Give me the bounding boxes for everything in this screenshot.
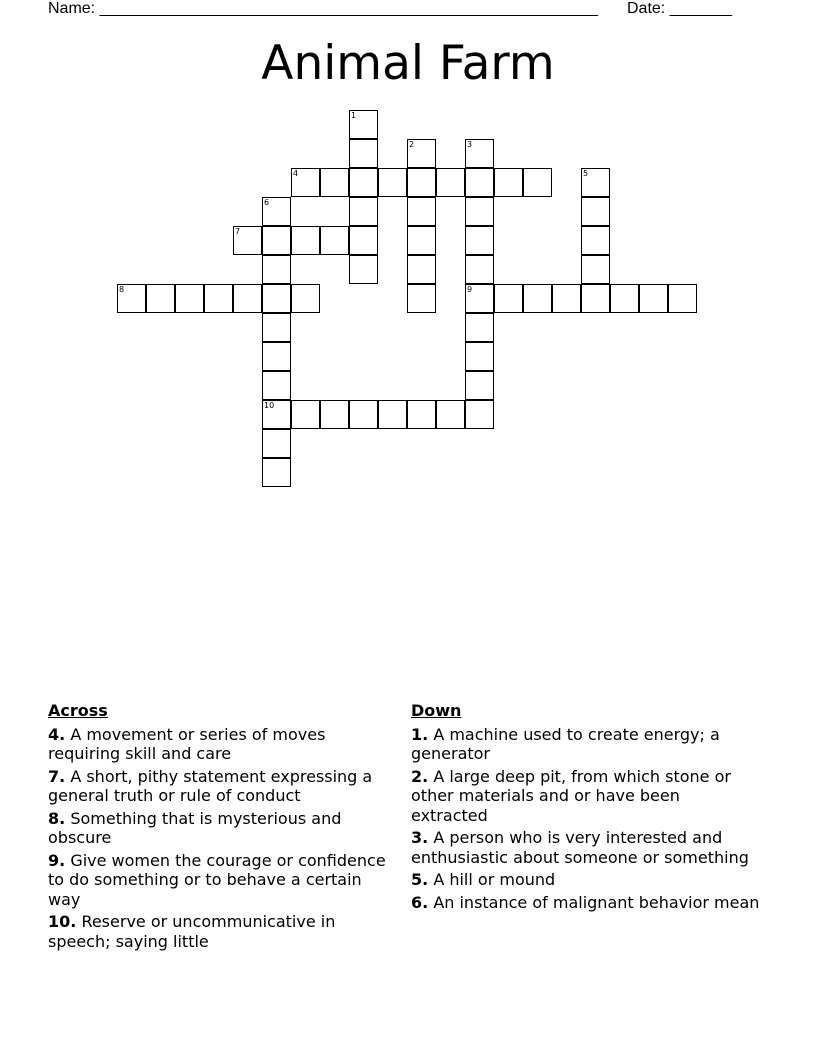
clue-number: 2. — [411, 766, 429, 786]
crossword-cell[interactable] — [378, 400, 407, 429]
crossword-cell[interactable] — [291, 226, 320, 255]
clue-number: 8. — [48, 808, 66, 828]
clue-text: Something that is mysterious and obscure — [48, 808, 342, 847]
clue-number: 5. — [411, 870, 429, 889]
puzzle-title: Animal Farm — [261, 36, 555, 91]
across-heading: Across — [48, 701, 108, 720]
crossword-cell[interactable] — [465, 168, 494, 197]
clue-number-label: 5 — [583, 169, 589, 178]
clue-number-label: 7 — [235, 227, 241, 236]
clue-text: A movement or series of moves requiring skill and care — [48, 724, 326, 763]
crossword-cell[interactable] — [378, 168, 407, 197]
crossword-cell[interactable] — [465, 197, 494, 226]
crossword-cell[interactable] — [262, 313, 291, 342]
across-clue — [48, 851, 393, 910]
crossword-cell[interactable] — [146, 284, 175, 313]
crossword-cell[interactable] — [407, 255, 436, 284]
clue-text: Reserve or uncommunicative in speech; saying little — [48, 912, 336, 951]
crossword-grid — [0, 0, 816, 470]
across-clue — [48, 912, 393, 951]
clue-number: 4. — [48, 724, 66, 744]
across-clue — [48, 725, 393, 764]
clue-text: A short, pithy statement expressing a general truth or rule of conduct — [48, 766, 373, 805]
crossword-cell[interactable] — [639, 284, 668, 313]
clue-number-label: 4 — [293, 169, 299, 178]
crossword-cell[interactable] — [262, 458, 291, 487]
crossword-cell[interactable] — [407, 400, 436, 429]
crossword-cell[interactable] — [465, 313, 494, 342]
crossword-cell[interactable] — [291, 284, 320, 313]
crossword-cell[interactable] — [175, 284, 204, 313]
crossword-cell[interactable] — [233, 226, 262, 255]
crossword-cell[interactable] — [262, 429, 291, 458]
crossword-cell[interactable] — [581, 284, 610, 313]
crossword-cell[interactable] — [581, 197, 610, 226]
clue-number: 7. — [48, 766, 66, 786]
clue-number: 9. — [48, 850, 66, 870]
crossword-cell[interactable] — [262, 371, 291, 400]
crossword-cell[interactable] — [552, 284, 581, 313]
crossword-cell[interactable] — [581, 255, 610, 284]
crossword-cell[interactable] — [581, 168, 610, 197]
across-clue — [48, 809, 393, 848]
crossword-cell[interactable] — [407, 168, 436, 197]
crossword-cell[interactable] — [320, 168, 349, 197]
clue-number-label: 6 — [264, 198, 270, 207]
crossword-cell[interactable] — [262, 400, 291, 429]
crossword-cell[interactable] — [262, 197, 291, 226]
crossword-cell[interactable] — [407, 284, 436, 313]
down-clue — [411, 725, 761, 764]
crossword-cell[interactable] — [581, 226, 610, 255]
crossword-cell[interactable] — [291, 400, 320, 429]
crossword-cell[interactable] — [407, 139, 436, 168]
date-field-label: Date: _______ — [627, 0, 732, 17]
crossword-cell[interactable] — [465, 284, 494, 313]
crossword-cell[interactable] — [465, 139, 494, 168]
crossword-cell[interactable] — [349, 110, 378, 139]
crossword-cell[interactable] — [233, 284, 262, 313]
down-clue — [411, 870, 761, 890]
crossword-cell[interactable] — [262, 226, 291, 255]
crossword-cell[interactable] — [204, 284, 233, 313]
crossword-cell[interactable] — [407, 197, 436, 226]
crossword-cell[interactable] — [436, 400, 465, 429]
crossword-cell[interactable] — [117, 284, 146, 313]
clue-number-label: 9 — [467, 285, 473, 294]
down-clue — [411, 767, 761, 826]
clue-number: 10. — [48, 912, 77, 931]
clue-number: 1. — [411, 724, 429, 744]
crossword-cell[interactable] — [349, 197, 378, 226]
clue-text: A person who is very interested and enthusiastic about someone or something — [411, 828, 749, 867]
crossword-cell[interactable] — [407, 226, 436, 255]
crossword-cell[interactable] — [465, 226, 494, 255]
clue-number-label: 10 — [264, 401, 275, 410]
crossword-cell[interactable] — [262, 284, 291, 313]
clue-number-label: 3 — [467, 140, 473, 149]
clue-text: A large deep pit, from which stone or other materials and or have been extracted — [411, 766, 731, 825]
down-clues — [411, 701, 761, 915]
crossword-cell[interactable] — [291, 168, 320, 197]
crossword-cell[interactable] — [262, 342, 291, 371]
down-heading: Down — [411, 701, 462, 720]
crossword-cell[interactable] — [523, 284, 552, 313]
clue-text: An instance of malignant behavior mean — [433, 892, 760, 912]
crossword-cell[interactable] — [262, 255, 291, 284]
crossword-cell[interactable] — [320, 226, 349, 255]
crossword-cell[interactable] — [349, 168, 378, 197]
across-clues — [48, 701, 393, 954]
crossword-cell[interactable] — [436, 168, 465, 197]
clue-number-label: 2 — [409, 140, 415, 149]
clue-number-label: 1 — [351, 111, 357, 120]
down-clue — [411, 828, 761, 867]
clue-text: Give women the courage or confidence to do something or to behave a certain way — [48, 850, 386, 909]
crossword-cell[interactable] — [465, 400, 494, 429]
clue-text: A hill or mound — [433, 870, 556, 889]
down-clue — [411, 893, 761, 913]
crossword-cell[interactable] — [465, 342, 494, 371]
crossword-cell[interactable] — [494, 284, 523, 313]
clue-number-label: 8 — [119, 285, 125, 294]
name-field-label: Name: ________________________________________________________ — [48, 0, 598, 17]
crossword-cell[interactable] — [349, 226, 378, 255]
crossword-cell[interactable] — [349, 255, 378, 284]
crossword-cell[interactable] — [349, 139, 378, 168]
crossword-cell[interactable] — [465, 255, 494, 284]
clue-number: 3. — [411, 828, 429, 847]
crossword-cell[interactable] — [465, 371, 494, 400]
crossword-cell[interactable] — [349, 400, 378, 429]
crossword-cell[interactable] — [494, 168, 523, 197]
across-clue — [48, 767, 393, 806]
crossword-cell[interactable] — [610, 284, 639, 313]
crossword-cell[interactable] — [523, 168, 552, 197]
crossword-cell[interactable] — [320, 400, 349, 429]
clue-text: A machine used to create energy; a generator — [411, 724, 720, 763]
crossword-cell[interactable] — [668, 284, 697, 313]
clue-number: 6. — [411, 892, 429, 912]
